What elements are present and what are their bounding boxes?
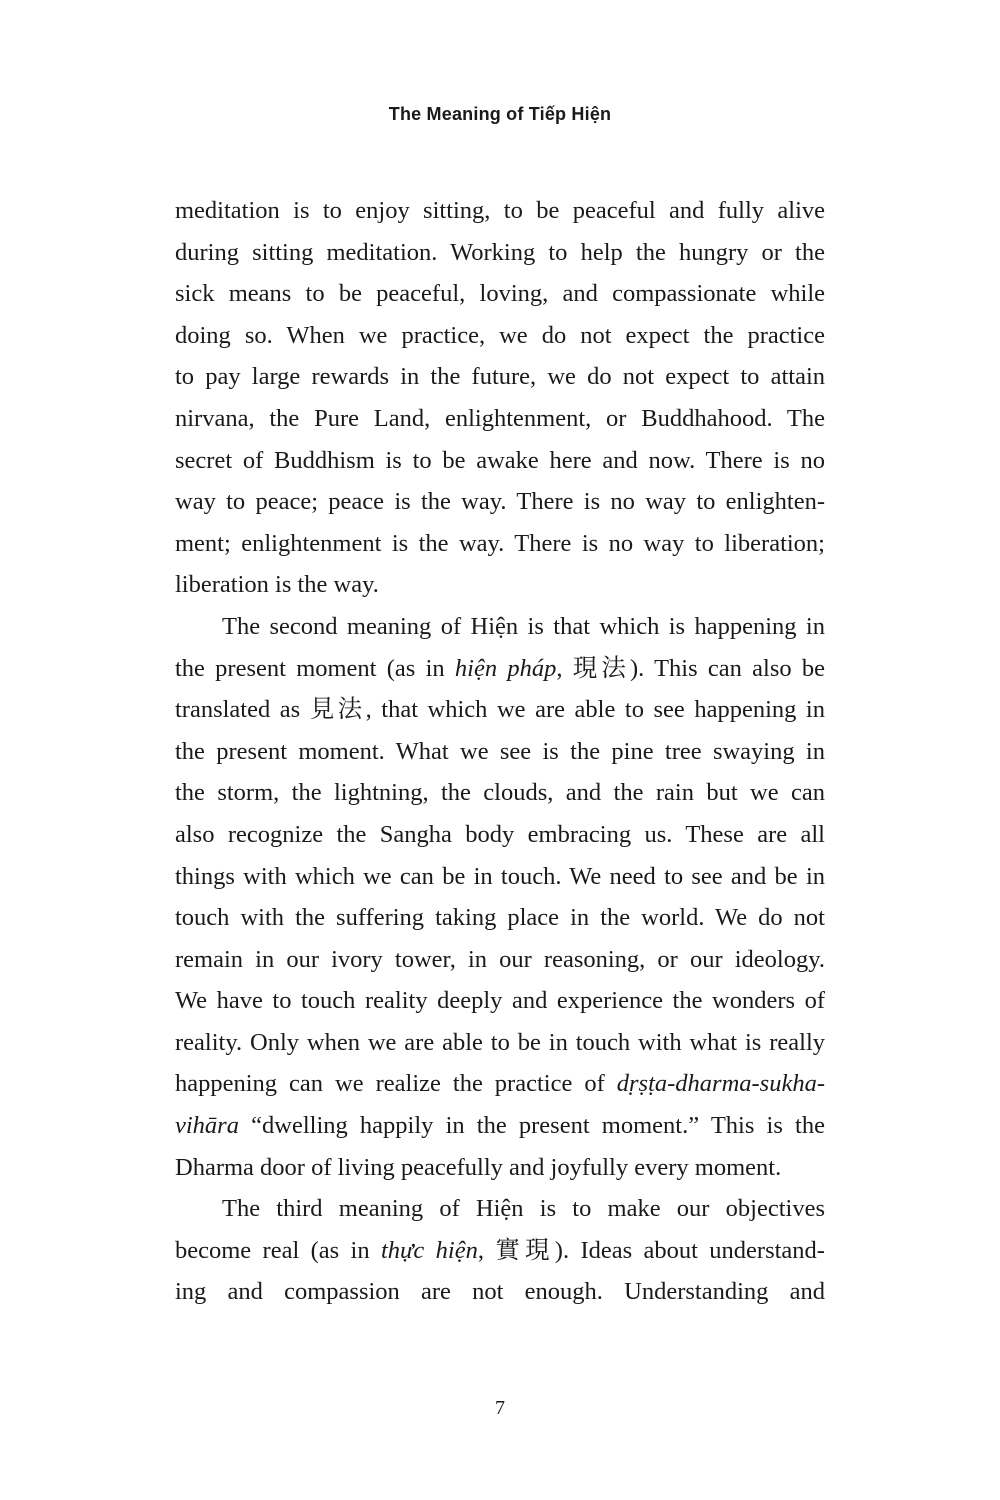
text-run: during sitting meditation. Working to help the hungry or the bbox=[175, 238, 825, 266]
text-run: ment; enlightenment is the way. There is no way to liberation; bbox=[175, 529, 825, 557]
text-line bbox=[175, 897, 825, 939]
text-run: things with which we can be in touch. We need to see and be in bbox=[175, 862, 825, 890]
text-run: ing and compassion are not enough. Understanding and bbox=[175, 1278, 825, 1306]
paragraph bbox=[175, 190, 825, 606]
text-line bbox=[175, 1105, 825, 1147]
text-run: liberation is the way. bbox=[175, 571, 379, 599]
text-run: We have to touch reality deeply and experience the wonders of bbox=[175, 987, 825, 1015]
text-line bbox=[175, 1188, 825, 1230]
text-line bbox=[175, 440, 825, 482]
page-number: 7 bbox=[495, 1397, 505, 1419]
text-line bbox=[175, 856, 825, 898]
text-run: the storm, the lightning, the clouds, and the rain but we can bbox=[175, 779, 825, 807]
text-run: reality. Only when we are able to be in touch with what is really bbox=[175, 1028, 825, 1056]
text-run: to pay large rewards in the future, we do not expect to attain bbox=[175, 363, 825, 391]
text-line bbox=[175, 315, 825, 357]
text-line bbox=[175, 1271, 825, 1313]
paragraph bbox=[175, 1188, 825, 1313]
text-line bbox=[175, 481, 825, 523]
text-line bbox=[175, 1022, 825, 1064]
text-run: nirvana, the Pure Land, enlightenment, or Buddhahood. The bbox=[175, 404, 825, 432]
text-run: , 實現). Ideas about understand- bbox=[477, 1236, 825, 1264]
text-run: translated as 見法, that which we are able to see happening in bbox=[175, 696, 825, 724]
paragraph bbox=[175, 606, 825, 1188]
text-run: also recognize the Sangha body embracing us. These are all bbox=[175, 820, 825, 848]
text-line bbox=[175, 731, 825, 773]
italic-term: hiện pháp bbox=[454, 654, 557, 682]
text-run: sick means to be peaceful, loving, and compassionate while bbox=[175, 280, 825, 308]
text-run: remain in our ivory tower, in our reasoning, or our ideology. bbox=[175, 945, 825, 973]
text-line bbox=[175, 1063, 825, 1105]
text-run: the present moment (as in bbox=[175, 654, 455, 682]
text-line bbox=[175, 398, 825, 440]
text-run: happening can we realize the practice of bbox=[175, 1070, 617, 1098]
text-line bbox=[175, 772, 825, 814]
text-line bbox=[175, 232, 825, 274]
text-run: the present moment. What we see is the pine tree swaying in bbox=[175, 737, 825, 765]
text-run: way to peace; peace is the way. There is no way to enlighten- bbox=[175, 488, 825, 516]
text-run: become real (as in bbox=[175, 1236, 381, 1264]
text-line bbox=[175, 190, 825, 232]
text-run: meditation is to enjoy sitting, to be peaceful and fully alive bbox=[175, 197, 825, 224]
text-line bbox=[175, 564, 825, 606]
text-run: , 現法). This can also be bbox=[556, 654, 825, 682]
text-run: The second meaning of Hiện is that which is happening in bbox=[222, 612, 825, 640]
text-line bbox=[175, 523, 825, 565]
italic-term: vihāra bbox=[175, 1112, 239, 1140]
italic-term: thực hiện bbox=[380, 1236, 478, 1264]
text-run: “dwelling happily in the present moment.” This is the bbox=[238, 1112, 825, 1140]
text-run: The third meaning of Hiện is to make our objectives bbox=[222, 1195, 825, 1223]
text-line bbox=[175, 648, 825, 690]
text-line bbox=[175, 606, 825, 648]
text-line bbox=[175, 356, 825, 398]
text-line bbox=[175, 273, 825, 315]
text-run: Dharma door of living peacefully and joyfully every moment. bbox=[175, 1153, 782, 1181]
text-line bbox=[175, 1147, 825, 1189]
text-line bbox=[175, 814, 825, 856]
text-run: secret of Buddhism is to be awake here and now. There is no bbox=[175, 446, 825, 474]
text-line bbox=[175, 939, 825, 981]
body-text bbox=[175, 190, 825, 1313]
italic-term: dṛṣṭa-dharma-sukha- bbox=[616, 1070, 825, 1098]
text-run: doing so. When we practice, we do not expect the practice bbox=[175, 321, 825, 349]
text-run: touch with the suffering taking place in the world. We do not bbox=[175, 904, 825, 932]
text-line bbox=[175, 980, 825, 1022]
running-head-title: The Meaning of Tiếp Hiện bbox=[388, 104, 612, 124]
text-line bbox=[175, 689, 825, 731]
text-line bbox=[175, 1230, 825, 1272]
